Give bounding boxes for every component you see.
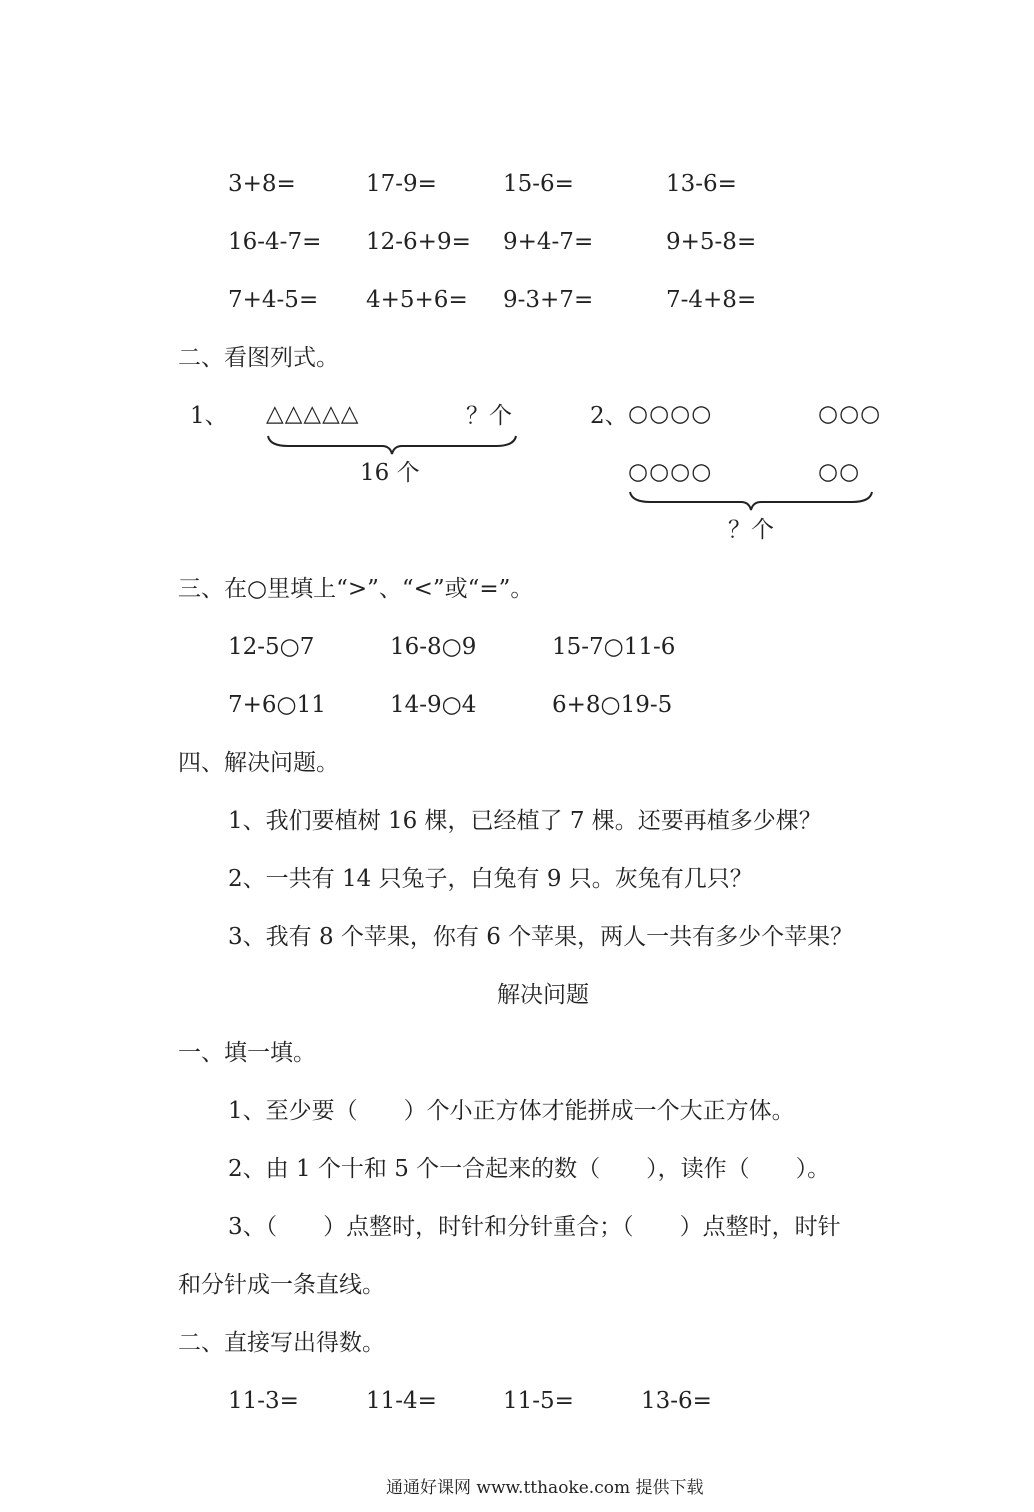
compare-item: 7+6○11 — [228, 692, 326, 718]
fill-question: 1、至少要（ ）个小正方体才能拼成一个大正方体。 — [228, 1098, 795, 1124]
unknown-label: ？个 — [466, 403, 512, 429]
calc-item: 11-5= — [503, 1388, 574, 1414]
calc-item: 17-9= — [366, 171, 437, 197]
section-title: 三、在○里填上“>”、“<”或“=”。 — [178, 576, 534, 602]
compare-item: 16-8○9 — [390, 634, 477, 660]
fill-question-continued: 和分针成一条直线。 — [178, 1272, 385, 1298]
circles-row: ○○○○ — [628, 459, 713, 485]
total-label: ？个 — [728, 517, 774, 543]
word-problem: 3、我有 8 个苹果，你有 6 个苹果，两人一共有多少个苹果？ — [228, 924, 854, 950]
compare-item: 6+8○19-5 — [552, 692, 673, 718]
section-title: 二、看图列式。 — [178, 345, 339, 371]
problem-number: 2、 — [590, 403, 628, 429]
calc-item: 7+4-5= — [228, 287, 319, 313]
fill-question: 3、（ ）点整时，时针和分针重合；（ ）点整时，时针 — [228, 1214, 841, 1240]
section-title: 一、填一填。 — [178, 1040, 316, 1066]
calc-item: 9+5-8= — [666, 229, 757, 255]
compare-item: 14-9○4 — [390, 692, 477, 718]
triangles: △△△△△ — [266, 401, 360, 427]
circles-row: ○○○ — [818, 401, 882, 427]
compare-item: 15-7○11-6 — [552, 634, 676, 660]
brace-2 — [626, 490, 876, 512]
calc-item: 16-4-7= — [228, 229, 322, 255]
word-problem: 1、我们要植树 16 棵，已经植了 7 棵。还要再植多少棵？ — [228, 808, 822, 834]
calc-item: 3+8= — [228, 171, 296, 197]
calc-item: 11-3= — [228, 1388, 299, 1414]
calc-item: 13-6= — [666, 171, 737, 197]
word-problem: 2、一共有 14 只兔子，白兔有 9 只。灰兔有几只？ — [228, 866, 753, 892]
total-label: 16 个 — [360, 460, 420, 486]
circles-row: ○○○○ — [628, 401, 713, 427]
page-heading: 解决问题 — [497, 982, 589, 1008]
section-title: 二、直接写出得数。 — [178, 1330, 385, 1356]
calc-item: 13-6= — [641, 1388, 712, 1414]
calc-item: 7-4+8= — [666, 287, 757, 313]
compare-item: 12-5○7 — [228, 634, 315, 660]
calc-item: 9+4-7= — [503, 229, 594, 255]
calc-item: 11-4= — [366, 1388, 437, 1414]
calc-item: 15-6= — [503, 171, 574, 197]
section-title: 四、解决问题。 — [178, 750, 339, 776]
calc-item: 12-6+9= — [366, 229, 471, 255]
brace-1 — [264, 434, 520, 456]
calc-item: 9-3+7= — [503, 287, 594, 313]
fill-question: 2、由 1 个十和 5 个一合起来的数（ ），读作（ ）。 — [228, 1156, 831, 1182]
circles-row: ○○ — [818, 459, 861, 485]
footer-text: 通通好课网 www.tthaoke.com 提供下载 — [386, 1478, 704, 1498]
problem-number: 1、 — [190, 403, 228, 429]
calc-item: 4+5+6= — [366, 287, 468, 313]
